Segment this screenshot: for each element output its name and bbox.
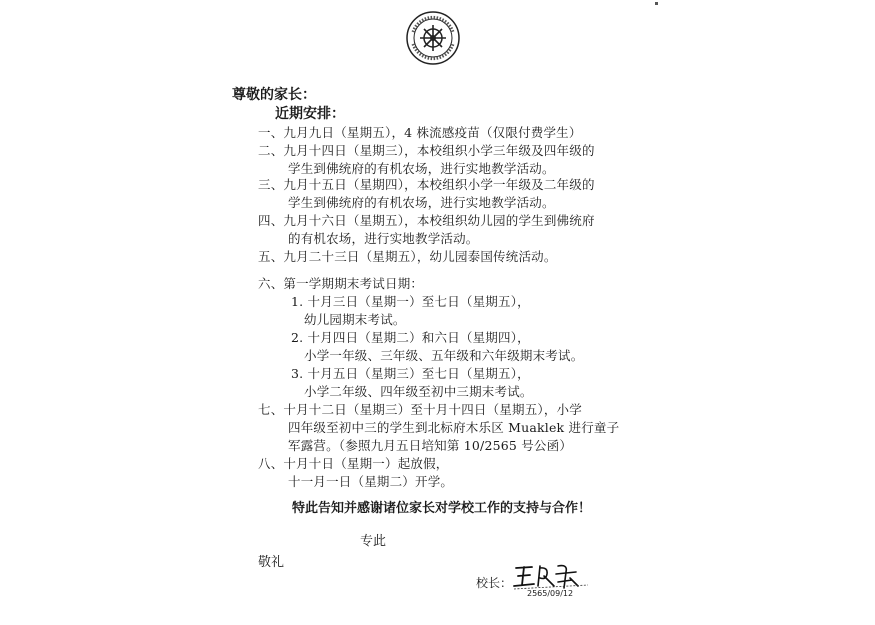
principal-signature <box>510 560 592 592</box>
list-item: 一、九月九日（星期五），4 株流感疫苗（仅限付费学生） <box>258 125 582 140</box>
list-item: 3. 十月五日（星期三）至七日（星期五）， <box>291 366 530 381</box>
list-item: 军露营。（参照九月五日培知第 10/2565 号公函） <box>288 438 573 453</box>
jingli-text: 敬礼 <box>258 555 285 570</box>
zhuci-text: 专此 <box>360 534 387 549</box>
list-item: 四年级至初中三的学生到北标府木乐区 Muaklek 进行童子 <box>288 420 620 435</box>
list-item: 1. 十月三日（星期一）至七日（星期五）， <box>291 294 530 309</box>
list-item: 小学一年级、三年级、五年级和六年级期末考试。 <box>304 348 584 363</box>
list-item: 2. 十月四日（星期二）和六日（星期四）， <box>291 330 530 345</box>
list-item: 四、九月十六日（星期五），本校组织幼儿园的学生到佛统府 <box>258 213 595 228</box>
list-item: 的有机农场，进行实地教学活动。 <box>288 231 479 246</box>
list-item: 五、九月二十三日（星期五），幼儿园泰国传统活动。 <box>258 249 557 264</box>
list-item: 学生到佛统府的有机农场，进行实地教学活动。 <box>288 161 555 176</box>
school-logo <box>405 10 461 66</box>
signature-date: 2565/09/12 <box>527 589 574 598</box>
list-item: 十一月一日（星期二）开学。 <box>288 474 454 489</box>
list-item: 学生到佛统府的有机农场，进行实地教学活动。 <box>288 195 555 210</box>
list-item: 幼儿园期末考试。 <box>304 312 406 327</box>
list-item: 六、第一学期期末考试日期： <box>258 276 424 291</box>
greeting: 尊敬的家长： <box>232 87 316 103</box>
scan-speck <box>655 2 658 5</box>
list-item: 三、九月十五日（星期四），本校组织小学一年级及二年级的 <box>258 177 595 192</box>
list-item: 小学二年级、四年级至初中三期末考试。 <box>304 384 533 399</box>
list-item: 七、十月十二日（星期三）至十月十四日（星期五），小学 <box>258 402 582 417</box>
principal-label: 校长： <box>476 576 513 590</box>
section-title: 近期安排： <box>275 106 345 122</box>
closing-note: 特此告知并感谢诸位家长对学校工作的支持与合作！ <box>292 501 592 516</box>
list-item: 二、九月十四日（星期三），本校组织小学三年级及四年级的 <box>258 143 595 158</box>
list-item: 八、十月十日（星期一）起放假， <box>258 456 449 471</box>
